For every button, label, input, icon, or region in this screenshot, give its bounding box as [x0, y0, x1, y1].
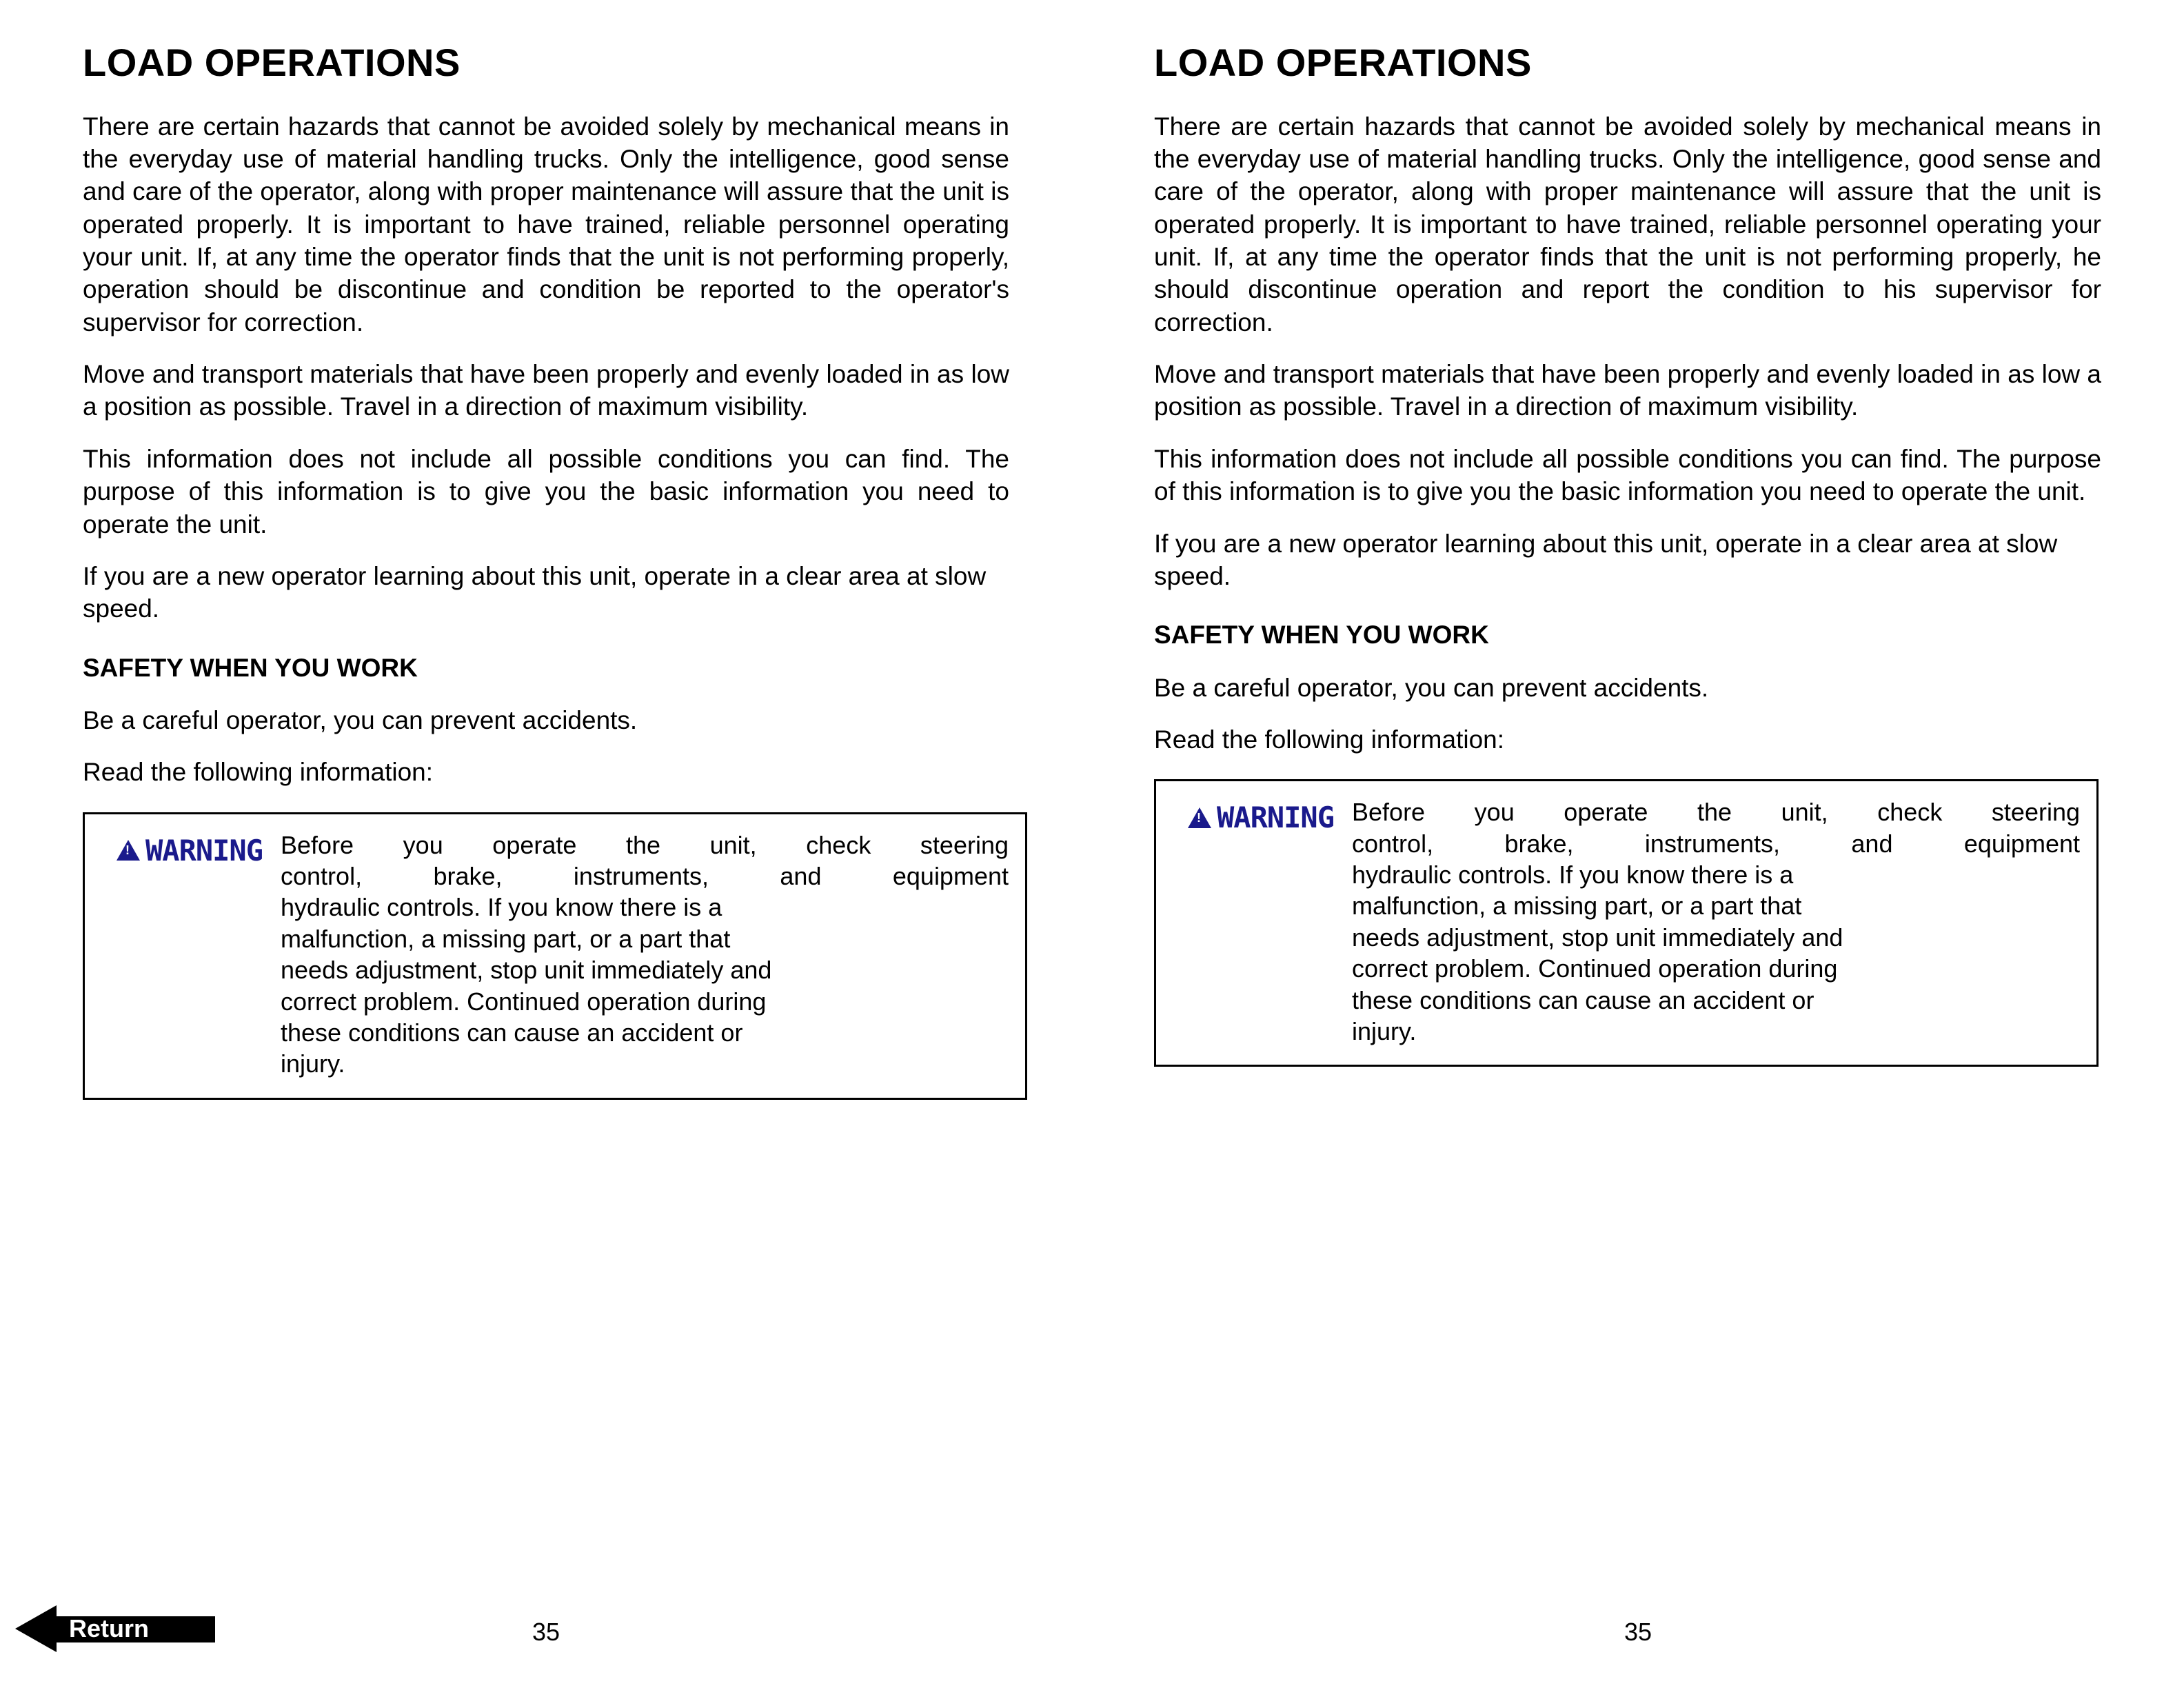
- right-page: [1092, 41, 2184, 1688]
- warning-triangle-icon: [1188, 807, 1211, 828]
- warning-line: Before you operate the unit, check steering: [281, 830, 1009, 859]
- warning-line: needs adjustment, stop unit immediately and: [281, 956, 772, 985]
- paragraph-information-scope: This information does not include all possible conditions you can find. The purpose of this information is to give you the basic information you need to operate the unit.: [1154, 444, 2101, 506]
- section-heading-safety: SAFETY WHEN YOU WORK: [83, 653, 418, 682]
- page-number: 35: [1624, 1618, 1652, 1646]
- page-title: LOAD OPERATIONS: [1154, 41, 1532, 84]
- warning-word: WARNING: [145, 833, 263, 867]
- paragraph-read-following: Read the following information:: [1154, 725, 1505, 754]
- warning-line: Before you operate the unit, check steering: [1352, 798, 2080, 827]
- paragraph-transport: Move and transport materials that have been properly and evenly loaded in as low a position as possible. Travel in a direction of maximum visibility.: [1154, 360, 2101, 421]
- warning-label: [1173, 796, 1352, 834]
- warning-line: hydraulic controls. If you know there is a: [1352, 861, 1794, 890]
- left-page: [0, 41, 1092, 1688]
- paragraph-new-operator: If you are a new operator learning about this unit, operate in a clear area at slow speed.: [1154, 529, 2058, 590]
- warning-line: these conditions can cause an accident or: [281, 1018, 743, 1047]
- warning-line: malfunction, a missing part, or a part that: [1352, 892, 1802, 921]
- warning-line: injury.: [1352, 1016, 1417, 1045]
- return-button[interactable]: [15, 1602, 215, 1655]
- warning-line: control, brake, instruments, and equipment: [281, 862, 1009, 891]
- warning-box: [1154, 779, 2099, 1067]
- section-heading-safety: SAFETY WHEN YOU WORK: [1154, 621, 1489, 650]
- warning-triangle-icon: [117, 840, 140, 861]
- paragraph-hazards: There are certain hazards that cannot be avoided solely by mechanical means in the everyday use of material handling trucks. Only the intelligence, good sense and care of the operator, along with proper maintenance will assure that the unit is operated properly. It is important to have trained, reliable personnel operating your unit. If, at any time the operator finds that the unit is not performing properly, operation should be discontinue and condition be reported to the operator's supervisor for correction.: [83, 112, 1009, 336]
- paragraph-careful-operator: Be a careful operator, you can prevent accidents.: [1154, 673, 1709, 702]
- warning-line: these conditions can cause an accident or: [1352, 985, 1814, 1014]
- paragraph-hazards: There are certain hazards that cannot be avoided solely by mechanical means in the everyday use of material handling trucks. Only the intelligence, good sense and care of the operator, along with proper maintenance will assure that the unit is operated properly. It is important to have trained, reliable personnel operating your unit. If, at any time the operator finds that the unit is not performing properly, he should discontinue operation and report the condition to his supervisor for correction.: [1154, 112, 2101, 336]
- paragraph-transport: Move and transport materials that have been properly and evenly loaded in as low a position as possible. Travel in a direction of maximum visibility.: [83, 360, 1009, 421]
- warning-line: correct problem. Continued operation during: [281, 987, 767, 1016]
- warning-line: hydraulic controls. If you know there is a: [281, 893, 722, 922]
- warning-line: correct problem. Continued operation during: [1352, 954, 1838, 983]
- warning-box: [83, 812, 1027, 1100]
- page-number: 35: [532, 1618, 560, 1646]
- page-title: LOAD OPERATIONS: [83, 41, 461, 84]
- warning-text: [281, 830, 1009, 1080]
- warning-line: malfunction, a missing part, or a part that: [281, 924, 731, 953]
- paragraph-information-scope: This information does not include all possible conditions you can find. The purpose of this information is to give you the basic information you need to operate the unit.: [83, 444, 1009, 539]
- warning-line: injury.: [281, 1049, 345, 1078]
- warning-text: [1352, 796, 2080, 1047]
- paragraph-new-operator: If you are a new operator learning about this unit, operate in a clear area at slow speed.: [83, 561, 987, 623]
- warning-line: control, brake, instruments, and equipment: [1352, 829, 2080, 858]
- warning-label: [101, 830, 281, 867]
- paragraph-careful-operator: Be a careful operator, you can prevent accidents.: [83, 706, 638, 735]
- return-button-label: Return: [69, 1614, 149, 1642]
- warning-word: WARNING: [1217, 801, 1335, 835]
- paragraph-read-following: Read the following information:: [83, 758, 434, 787]
- warning-line: needs adjustment, stop unit immediately and: [1352, 923, 1843, 952]
